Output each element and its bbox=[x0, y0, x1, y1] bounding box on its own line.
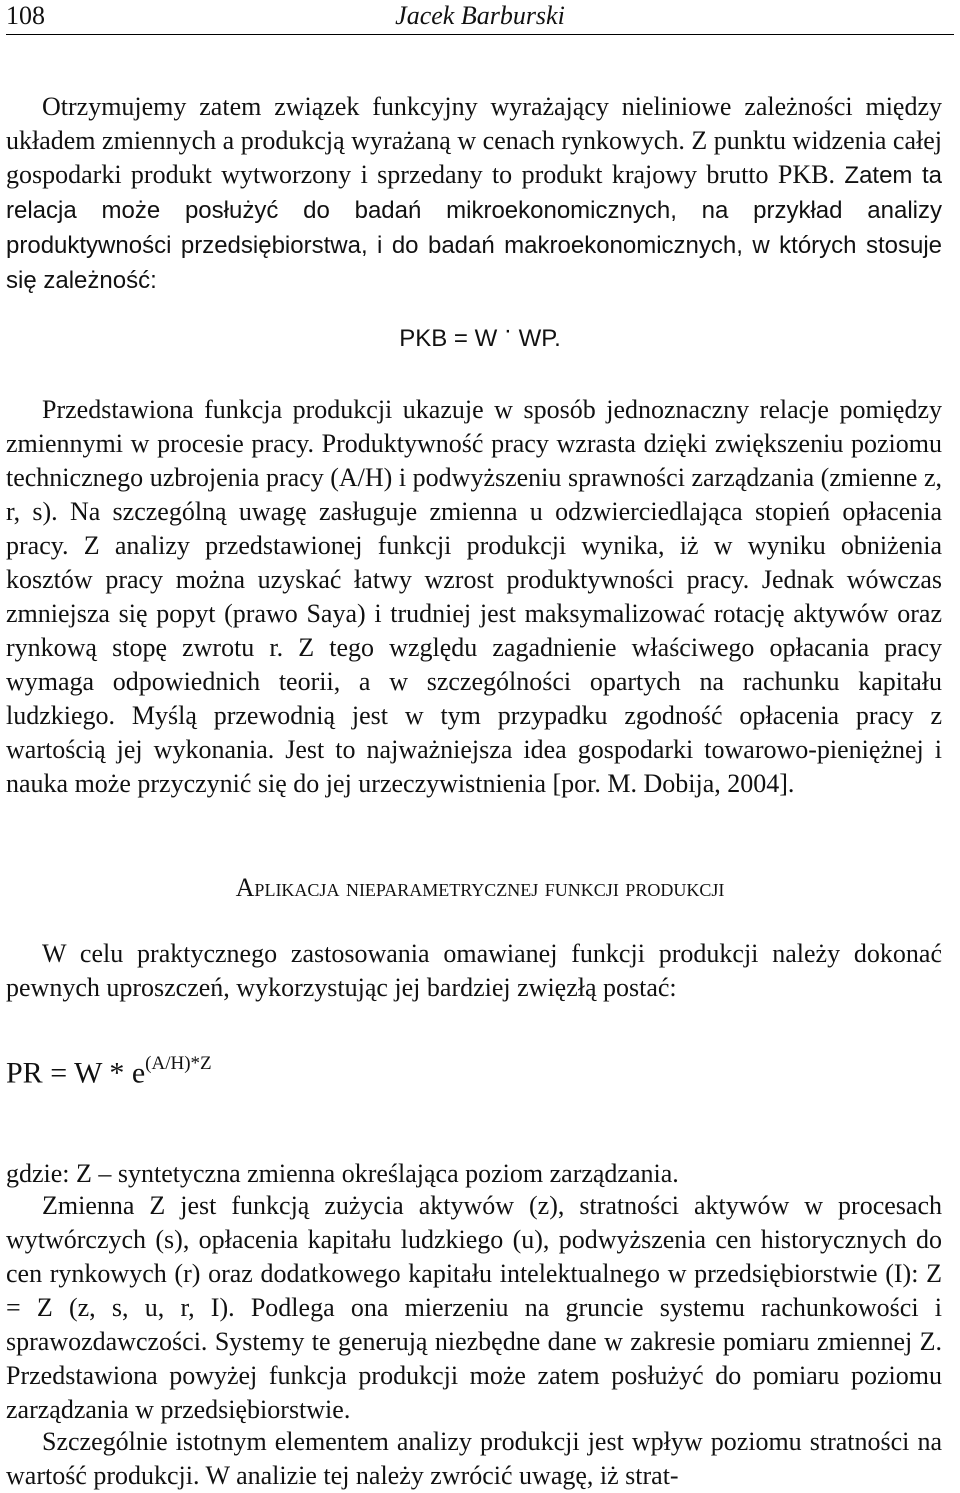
paragraph-3: W celu praktycznego zastosowania omawianej funkcji produkcji należy dokonać pewnych uproszczeń, wykorzystując jej bardziej zwięzłą postać: bbox=[6, 939, 942, 1002]
equation-pkb bbox=[0, 317, 960, 353]
production-formula bbox=[6, 1053, 212, 1090]
formula-base: PR = W * e bbox=[6, 1056, 146, 1090]
equation-pkb-right: WP. bbox=[518, 325, 561, 352]
author-name: Jacek Barburski bbox=[395, 1, 565, 30]
formula-legend: gdzie: Z – syntetyczna zmienna określająca poziom zarządzania. bbox=[6, 1159, 679, 1188]
paragraph-5: Szczególnie istotnym elementem analizy produkcji jest wpływ poziomu stratności na wartość produkcji. W analizie tej należy zwrócić uwagę, iż strat- bbox=[6, 1427, 942, 1490]
formula-exponent: (A/H)*Z bbox=[145, 1053, 212, 1074]
running-header bbox=[6, 0, 954, 35]
paragraph-1-sans-text: Zatem ta relacja może posłużyć do badań mikroekonomicznych, na przykład analizy produktywności przedsiębiorstwa, i do badań makroekonomicznych, w których stosuje się zależność: bbox=[6, 162, 942, 294]
section-heading: Aplikacja nieparametrycznej funkcji produkcji bbox=[235, 873, 725, 902]
paragraph-1 bbox=[6, 90, 942, 298]
paragraph-1-serif-text: Otrzymujemy zatem związek funkcyjny wyrażający nieliniowe zależności między układem zmiennych a produkcją wyrażaną w cenach rynkowych. Z punktu widzenia całej gospodarki produkt wytworzony i sprzedany to produkt krajowy brutto PKB. bbox=[6, 92, 942, 189]
paragraph-4: Zmienna Z jest funkcją zużycia aktywów (z), stratności aktywów w procesach wytwórczych (s), opłacenia kapitału ludzkiego (u), podwyższenia cen historycznych do cen rynkowych (r) oraz dodatkowego kapitału intelektualnego w przedsiębiorstwie (I): Z = Z (z, s, u, r, I). Podlega ona mierzeniu na gruncie systemu rachunkowości i sprawozdawczości. Systemy te generują niezbędne dane w zakresie pomiaru zmiennej Z. Przedstawiona powyżej funkcja produkcji może zatem posłużyć do pomiaru poziomu zarządzania w przedsiębiorstwie. bbox=[6, 1191, 942, 1424]
page-number: 108 bbox=[6, 1, 45, 30]
equation-pkb-left: PKB = W bbox=[399, 325, 498, 352]
paragraph-2: Przedstawiona funkcja produkcji ukazuje w sposób jednoznaczny relacje pomiędzy zmiennymi w procesie pracy. Produktywność pracy wzrasta dzięki zwiększeniu poziomu technicznego uzbrojenia pracy (A/H) i podwyższeniu sprawności zarządzania (zmienne z, r, s). Na szczególną uwagę zasługuje zmienna u odzwierciedlająca stopień opłacenia pracy. Z analizy przedstawionej funkcji produkcji wynika, iż w wyniku obniżenia kosztów pracy można uzyskać łatwy wzrost produktywności pracy. Jednak wówczas zmniejsza się popyt (prawo Saya) i trudniej jest maksymalizować rotację aktywów oraz rynkową stopę zwrotu r. Z tego względu zagadnienie właściwego opłacania pracy wymaga odpowiednich teorii, a w szczególności opartych na rachunku kapitału ludzkiego. Myślą przewodnią jest w tym przypadku zgodność opłacenia pracy z wartością jej wykonania. Jest to najważniejsza idea gospodarki towarowo-pieniężnej i nauka może przyczynić się do jej urzeczywistnienia [por. M. Dobija, 2004]. bbox=[6, 395, 942, 798]
multiplication-dot: · bbox=[503, 317, 512, 344]
